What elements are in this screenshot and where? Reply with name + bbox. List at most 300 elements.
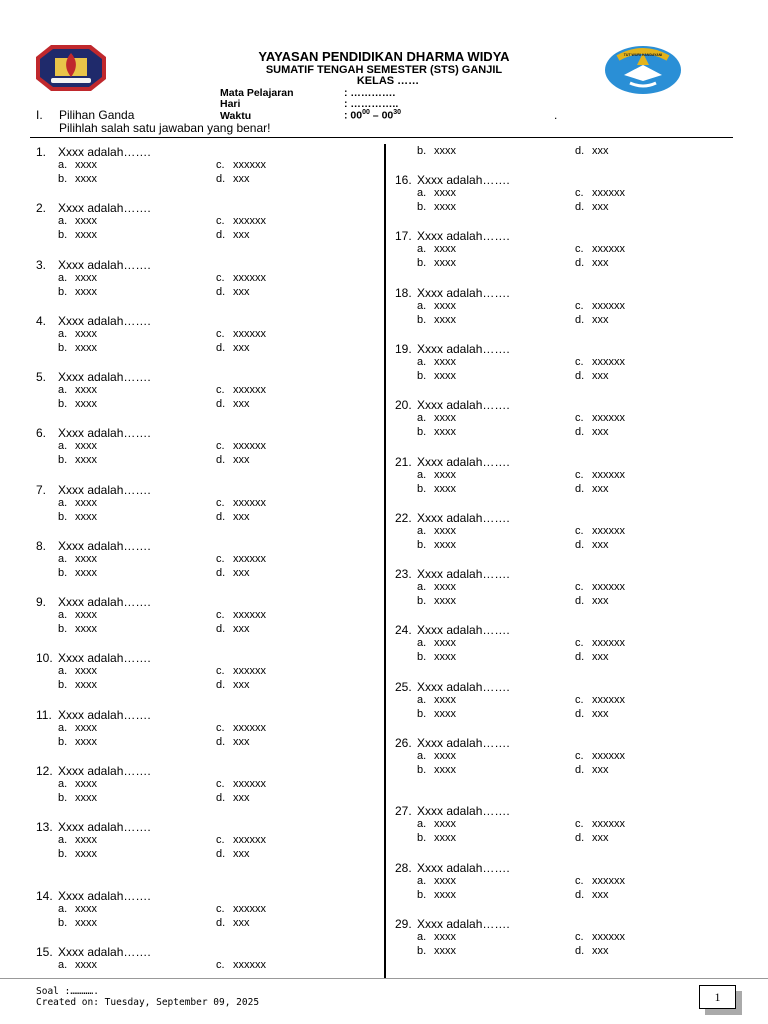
option-b-label: b. <box>417 707 427 720</box>
question-number: 25. <box>395 679 412 694</box>
option-d-text: xxx <box>233 341 250 354</box>
option-a-text: xxxx <box>75 959 97 971</box>
option-b-label: b. <box>58 623 68 635</box>
option-a-label: a. <box>417 581 427 594</box>
option-d-text: xxx <box>592 257 609 270</box>
option-c-label: c. <box>575 243 584 256</box>
option-d-label: d. <box>216 679 226 692</box>
option-a-text: xxxx <box>75 777 97 790</box>
option-d-label: d. <box>216 791 226 804</box>
option-c-label: c. <box>575 299 584 312</box>
option-b-text: xxxx <box>434 764 456 776</box>
section-instruction: Pilihlah salah satu jawaban yang benar! <box>59 121 271 135</box>
option-a-text: xxxx <box>434 299 456 312</box>
question-text: Xxxx adalah……. <box>417 567 510 582</box>
option-a-text: xxxx <box>434 750 456 762</box>
option-c-text: xxxxxx <box>233 327 266 340</box>
option-d-label: d. <box>575 832 585 844</box>
option-d-label: d. <box>575 145 585 157</box>
option-b-text: xxxx <box>434 426 456 439</box>
option-a-label: a. <box>417 818 427 830</box>
question-number: 17. <box>395 229 412 244</box>
option-a-label: a. <box>417 931 427 943</box>
option-d-label: d. <box>575 707 585 720</box>
option-b-text: xxxx <box>434 889 456 901</box>
option-d-text: xxx <box>233 623 250 635</box>
option-a-text: xxxx <box>75 721 97 734</box>
question-text: Xxxx adalah……. <box>58 482 151 497</box>
option-d-text: xxx <box>233 791 250 804</box>
option-a-text: xxxx <box>434 524 456 537</box>
option-c-label: c. <box>575 875 584 887</box>
question-number: 23. <box>395 567 412 582</box>
option-a-label: a. <box>417 637 427 650</box>
option-d-text: xxx <box>233 285 250 298</box>
option-d-text: xxx <box>233 510 250 523</box>
option-c-label: c. <box>575 524 584 537</box>
question-text: Xxxx adalah……. <box>58 370 151 384</box>
option-a-text: xxxx <box>75 665 97 678</box>
option-b-label: b. <box>58 791 68 804</box>
option-c-label: c. <box>216 159 225 171</box>
option-d-text: xxx <box>592 369 609 382</box>
option-c-text: xxxxxx <box>592 524 625 537</box>
option-b-label: b. <box>417 482 427 495</box>
foundation-title: YAYASAN PENDIDIKAN DHARMA WIDYA <box>258 49 510 64</box>
option-b-label: b. <box>417 313 427 326</box>
option-c-label: c. <box>575 637 584 650</box>
option-b-text: xxxx <box>434 257 456 270</box>
meta-label: Waktu <box>220 109 252 122</box>
header-divider <box>30 137 733 138</box>
option-d-label: d. <box>216 398 226 410</box>
question-text: Xxxx adalah……. <box>58 945 151 959</box>
question-number: 19. <box>395 341 412 356</box>
option-c-label: c. <box>575 187 584 199</box>
option-b-text: xxxx <box>75 679 97 692</box>
option-a-label: a. <box>58 440 68 453</box>
option-b-text: xxxx <box>434 832 456 844</box>
question-number: 1. <box>36 145 47 159</box>
option-d-text: xxx <box>233 173 250 185</box>
page-number: 1 <box>699 985 736 1009</box>
option-b-text: xxxx <box>434 369 456 382</box>
option-d-text: xxx <box>233 735 250 748</box>
option-c-label: c. <box>216 327 225 340</box>
option-d-text: xxx <box>233 566 250 579</box>
option-b-label: b. <box>417 764 427 776</box>
option-c-label: c. <box>216 777 225 790</box>
question-text: Xxxx adalah……. <box>58 145 151 159</box>
question-text: Xxxx adalah……. <box>417 623 510 638</box>
option-d-label: d. <box>575 651 585 664</box>
option-d-label: d. <box>575 945 585 957</box>
option-b-label: b. <box>58 398 68 410</box>
option-d-text: xxx <box>592 651 609 664</box>
option-c-label: c. <box>216 271 225 284</box>
emblem-motto: TUT WURI HANDAYANI <box>623 53 663 57</box>
option-c-text: xxxxxx <box>233 609 266 621</box>
meta-value: : 00 <box>344 109 363 122</box>
option-c-text: xxxxxx <box>233 665 266 678</box>
option-a-label: a. <box>417 468 427 481</box>
option-a-label: a. <box>58 384 68 396</box>
option-a-label: a. <box>58 721 68 734</box>
option-a-text: xxxx <box>434 931 456 943</box>
option-d-text: xxx <box>233 454 250 467</box>
option-c-text: xxxxxx <box>592 299 625 312</box>
option-d-text: xxx <box>592 538 609 551</box>
option-c-text: xxxxxx <box>592 875 625 887</box>
option-c-label: c. <box>575 931 584 943</box>
question-number: 22. <box>395 510 412 525</box>
option-a-text: xxxx <box>434 818 456 830</box>
option-d-label: d. <box>216 510 226 523</box>
option-a-label: a. <box>58 959 68 971</box>
option-c-text: xxxxxx <box>592 468 625 481</box>
question-text: Xxxx adalah……. <box>58 763 151 778</box>
option-b-label: b. <box>417 651 427 664</box>
option-d-label: d. <box>575 482 585 495</box>
option-d-label: d. <box>575 764 585 776</box>
option-b-text: xxxx <box>75 566 97 579</box>
option-b-label: b. <box>417 369 427 382</box>
option-a-label: a. <box>417 693 427 706</box>
option-c-text: xxxxxx <box>592 931 625 943</box>
option-d-label: d. <box>216 341 226 354</box>
question-number: 29. <box>395 917 412 931</box>
question-number: 21. <box>395 454 412 469</box>
option-d-text: xxx <box>592 832 609 844</box>
option-a-text: xxxx <box>434 355 456 368</box>
option-d-label: d. <box>216 623 226 635</box>
section-title: Pilihan Ganda <box>59 108 135 122</box>
option-c-text: xxxxxx <box>233 777 266 790</box>
option-d-text: xxx <box>592 889 609 901</box>
option-b-label: b. <box>58 566 68 579</box>
question-text: Xxxx adalah……. <box>58 426 151 441</box>
option-c-text: xxxxxx <box>592 243 625 256</box>
question-text: Xxxx adalah……. <box>58 257 151 272</box>
option-a-text: xxxx <box>75 440 97 453</box>
option-d-text: xxx <box>592 426 609 439</box>
option-a-label: a. <box>58 327 68 340</box>
option-b-label: b. <box>58 173 68 185</box>
option-c-label: c. <box>575 581 584 594</box>
option-b-text: xxxx <box>75 917 97 929</box>
question-number: 15. <box>36 945 53 959</box>
question-text: Xxxx adalah……. <box>417 736 510 750</box>
option-d-text: xxx <box>592 313 609 326</box>
option-a-text: xxxx <box>434 468 456 481</box>
question-number: 13. <box>36 820 53 834</box>
option-a-label: a. <box>58 834 68 846</box>
option-d-text: xxx <box>592 595 609 608</box>
option-a-text: xxxx <box>75 215 97 228</box>
meta-label: Mata Pelajaran <box>220 87 294 99</box>
question-text: Xxxx adalah……. <box>58 538 151 553</box>
option-c-label: c. <box>575 693 584 706</box>
option-b-text: xxxx <box>434 595 456 608</box>
option-c-label: c. <box>216 834 225 846</box>
option-b-label: b. <box>417 945 427 957</box>
option-c-label: c. <box>216 903 225 915</box>
question-number: 20. <box>395 398 412 413</box>
question-number: 24. <box>395 623 412 638</box>
option-c-text: xxxxxx <box>233 834 266 846</box>
option-c-text: xxxxxx <box>592 412 625 425</box>
option-a-label: a. <box>417 412 427 425</box>
question-number: 6. <box>36 426 47 441</box>
footer-divider <box>0 978 768 979</box>
meta-label: Hari <box>220 98 241 110</box>
option-c-text: xxxxxx <box>592 581 625 594</box>
option-d-text: xxx <box>592 482 609 495</box>
option-c-text: xxxxxx <box>592 693 625 706</box>
option-a-label: a. <box>417 299 427 312</box>
option-b-text: xxxx <box>75 848 97 860</box>
option-b-label: b. <box>58 510 68 523</box>
meta-value: : …………. <box>344 87 396 99</box>
option-a-text: xxxx <box>75 384 97 396</box>
option-a-label: a. <box>417 355 427 368</box>
option-b-label: b. <box>58 285 68 298</box>
question-text: Xxxx adalah……. <box>58 201 151 216</box>
option-b-text: xxxx <box>434 651 456 664</box>
option-c-label: c. <box>216 721 225 734</box>
option-b-text: xxxx <box>434 145 456 157</box>
option-b-text: xxxx <box>75 454 97 467</box>
question-text: Xxxx adalah……. <box>58 313 151 328</box>
option-a-label: a. <box>417 187 427 199</box>
option-d-text: xxx <box>592 945 609 957</box>
option-b-label: b. <box>58 735 68 748</box>
option-d-text: xxx <box>592 145 609 157</box>
option-c-text: xxxxxx <box>592 818 625 830</box>
question-text: Xxxx adalah……. <box>417 398 510 413</box>
option-c-label: c. <box>575 750 584 762</box>
option-b-text: xxxx <box>434 482 456 495</box>
option-d-label: d. <box>216 735 226 748</box>
option-d-label: d. <box>575 369 585 382</box>
option-a-label: a. <box>58 159 68 171</box>
option-a-label: a. <box>58 665 68 678</box>
option-d-text: xxx <box>233 679 250 692</box>
question-number: 9. <box>36 595 47 609</box>
option-b-label: b. <box>417 426 427 439</box>
option-a-text: xxxx <box>75 609 97 621</box>
option-b-text: xxxx <box>434 945 456 957</box>
option-d-label: d. <box>575 889 585 901</box>
option-c-text: xxxxxx <box>233 384 266 396</box>
option-a-label: a. <box>417 243 427 256</box>
option-b-label: b. <box>417 538 427 551</box>
option-d-text: xxx <box>592 707 609 720</box>
option-c-text: xxxxxx <box>233 552 266 565</box>
option-c-label: c. <box>575 468 584 481</box>
option-c-text: xxxxxx <box>233 721 266 734</box>
option-a-text: xxxx <box>75 271 97 284</box>
question-number: 8. <box>36 538 47 553</box>
option-a-label: a. <box>417 750 427 762</box>
question-text: Xxxx adalah……. <box>58 820 151 834</box>
option-a-label: a. <box>58 777 68 790</box>
question-number: 5. <box>36 370 47 384</box>
option-d-label: d. <box>216 173 226 185</box>
option-a-text: xxxx <box>434 693 456 706</box>
option-c-text: xxxxxx <box>233 959 266 971</box>
option-a-text: xxxx <box>75 552 97 565</box>
question-number: 7. <box>36 482 47 497</box>
question-text: Xxxx adalah……. <box>417 679 510 694</box>
question-text: Xxxx adalah……. <box>417 917 510 931</box>
option-a-label: a. <box>58 903 68 915</box>
option-c-text: xxxxxx <box>233 159 266 171</box>
option-d-label: d. <box>575 257 585 270</box>
option-c-label: c. <box>575 818 584 830</box>
option-d-text: xxx <box>233 398 250 410</box>
question-number: 2. <box>36 201 47 216</box>
question-number: 14. <box>36 889 53 903</box>
question-text: Xxxx adalah……. <box>417 341 510 356</box>
option-b-text: xxxx <box>434 201 456 213</box>
meta-waktu: Waktu : $00^{00} - 00^{30}$ <box>220 109 402 122</box>
option-b-text: xxxx <box>75 791 97 804</box>
option-a-label: a. <box>58 609 68 621</box>
option-a-label: a. <box>58 496 68 509</box>
option-a-label: a. <box>58 215 68 228</box>
option-d-label: d. <box>575 201 585 213</box>
question-number: 18. <box>395 285 412 300</box>
option-d-label: d. <box>575 426 585 439</box>
footer-soal: Soal :…………. <box>36 986 99 997</box>
option-a-text: xxxx <box>434 187 456 199</box>
question-text: Xxxx adalah……. <box>58 889 151 903</box>
option-a-label: a. <box>58 552 68 565</box>
column-divider <box>384 144 386 978</box>
question-text: Xxxx adalah……. <box>58 707 151 722</box>
option-b-label: b. <box>58 917 68 929</box>
option-d-text: xxx <box>233 917 250 929</box>
option-b-text: xxxx <box>75 229 97 242</box>
question-number: 4. <box>36 313 47 328</box>
option-d-label: d. <box>216 917 226 929</box>
trailing-dot: . <box>554 108 558 122</box>
option-b-label: b. <box>58 229 68 242</box>
option-c-text: xxxxxx <box>592 637 625 650</box>
question-number: 27. <box>395 804 412 818</box>
option-c-text: xxxxxx <box>233 496 266 509</box>
option-b-text: xxxx <box>75 173 97 185</box>
question-text: Xxxx adalah……. <box>417 861 510 875</box>
question-text: Xxxx adalah……. <box>58 651 151 666</box>
option-a-text: xxxx <box>75 903 97 915</box>
option-c-label: c. <box>216 665 225 678</box>
option-b-text: xxxx <box>75 341 97 354</box>
option-d-text: xxx <box>592 201 609 213</box>
option-a-text: xxxx <box>434 412 456 425</box>
option-d-label: d. <box>216 454 226 467</box>
option-a-text: xxxx <box>75 327 97 340</box>
question-text: Xxxx adalah……. <box>417 454 510 469</box>
option-c-label: c. <box>575 355 584 368</box>
section-number: I. <box>36 108 43 122</box>
option-d-label: d. <box>575 313 585 326</box>
option-d-text: xxx <box>233 229 250 242</box>
exam-title: SUMATIF TENGAH SEMESTER (STS) GANJIL <box>265 64 503 76</box>
question-text: Xxxx adalah……. <box>58 595 151 609</box>
option-a-text: xxxx <box>75 159 97 171</box>
option-c-text: xxxxxx <box>592 750 625 762</box>
question-number: 10. <box>36 651 53 666</box>
option-b-label: b. <box>58 454 68 467</box>
option-b-text: xxxx <box>75 398 97 410</box>
option-d-label: d. <box>216 285 226 298</box>
meta-value: : ………….. <box>344 98 399 110</box>
question-text: Xxxx adalah……. <box>417 804 510 818</box>
question-text: Xxxx adalah……. <box>417 173 510 187</box>
option-c-text: xxxxxx <box>233 903 266 915</box>
option-b-text: xxxx <box>75 735 97 748</box>
option-b-text: xxxx <box>75 285 97 298</box>
question-number: 16. <box>395 173 412 187</box>
option-c-label: c. <box>216 215 225 228</box>
question-number: 3. <box>36 257 47 272</box>
option-a-text: xxxx <box>434 581 456 594</box>
option-a-label: a. <box>417 524 427 537</box>
option-b-label: b. <box>58 341 68 354</box>
option-b-label: b. <box>417 257 427 270</box>
option-c-text: xxxxxx <box>233 271 266 284</box>
option-b-text: xxxx <box>434 538 456 551</box>
option-c-text: xxxxxx <box>233 440 266 453</box>
option-a-text: xxxx <box>75 834 97 846</box>
option-a-text: xxxx <box>434 243 456 256</box>
option-c-label: c. <box>216 609 225 621</box>
question-text: Xxxx adalah……. <box>417 510 510 525</box>
option-a-label: a. <box>58 271 68 284</box>
option-b-text: xxxx <box>434 707 456 720</box>
option-b-label: b. <box>417 889 427 901</box>
option-b-text: xxxx <box>434 313 456 326</box>
option-d-label: d. <box>216 229 226 242</box>
option-b-label: b. <box>58 679 68 692</box>
question-number: 11. <box>36 707 52 722</box>
question-text: Xxxx adalah……. <box>417 285 510 300</box>
question-number: 12. <box>36 763 53 778</box>
option-c-text: xxxxxx <box>592 187 625 199</box>
option-c-text: xxxxxx <box>233 215 266 228</box>
option-b-label: b. <box>417 145 427 157</box>
option-c-label: c. <box>216 496 225 509</box>
question-text: Xxxx adalah……. <box>417 229 510 244</box>
option-a-text: xxxx <box>75 496 97 509</box>
option-b-label: b. <box>58 848 68 860</box>
option-a-text: xxxx <box>434 875 456 887</box>
option-b-label: b. <box>417 832 427 844</box>
option-d-label: d. <box>216 848 226 860</box>
option-c-label: c. <box>575 412 584 425</box>
class-title: KELAS …… <box>356 75 420 87</box>
option-c-text: xxxxxx <box>592 355 625 368</box>
option-c-label: c. <box>216 384 225 396</box>
option-b-text: xxxx <box>75 510 97 523</box>
option-a-text: xxxx <box>434 637 456 650</box>
option-b-text: xxxx <box>75 623 97 635</box>
option-d-text: xxx <box>592 764 609 776</box>
option-d-text: xxx <box>233 848 250 860</box>
option-b-label: b. <box>417 595 427 608</box>
